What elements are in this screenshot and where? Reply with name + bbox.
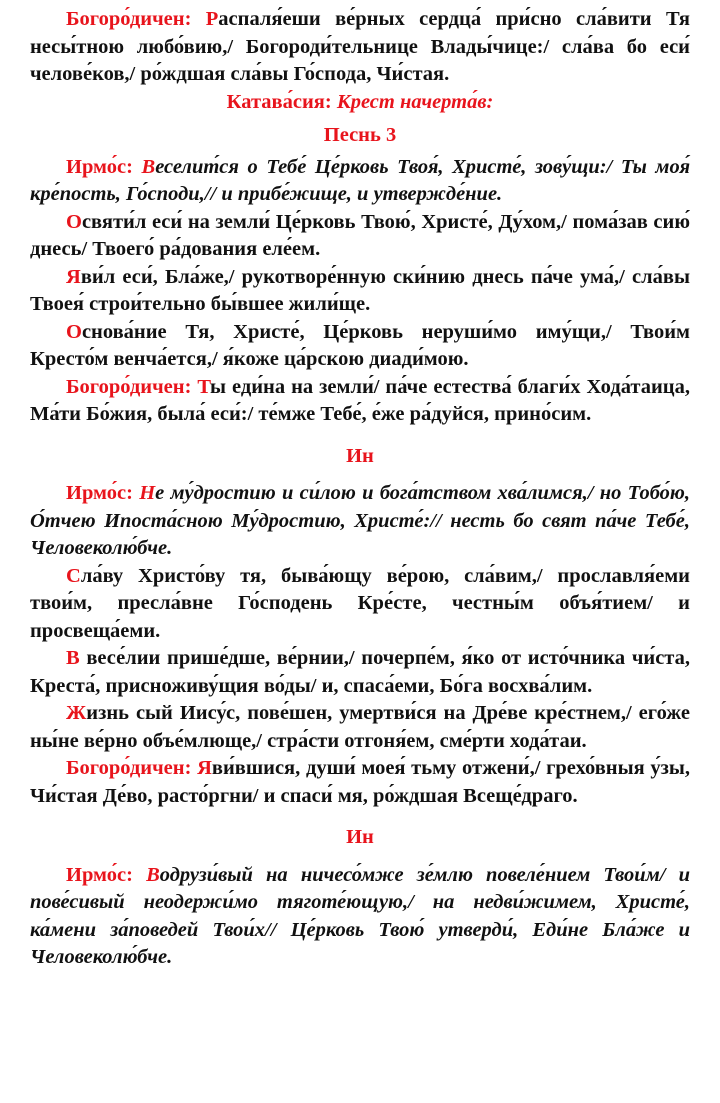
section-title-in: Ин: [346, 826, 374, 848]
katavasia-text: рест начерта́в:: [350, 90, 494, 113]
rubric-label: Ирмо́с:: [66, 863, 147, 886]
rubric-label: Богоро́дичен:: [66, 757, 198, 779]
initial-letter: Я: [197, 757, 212, 779]
initial-letter: Т: [197, 375, 211, 398]
irmos-text: одрузи́вый на ничесо́мже зе́млю повеле́нием Твои́м/ и пове́сивый неодержи́мо тяготе́ющую,/ на недви́жимем, Христе́, ка́мени за́поведей Твои́х// Це́рковь Твою́ утверди́, Еди́не Бла́же и Человеколю́бче.: [30, 863, 690, 968]
initial-letter: Я: [66, 265, 81, 288]
irmos-verse: [30, 154, 690, 209]
verse-text: весе́лии прише́дше, ве́рнии,/ почерпе́м, я́ко от исто́чника чи́ста, Креста́, присноживу́щия во́ды/ и, спаса́еми, Бо́га восхва́лим.: [30, 647, 690, 697]
irmos-verse: [30, 480, 690, 563]
verse-text: аспаля́еши ве́рных сердца́ при́сно сла́вити Тя несы́тною любо́вию,/ Богороди́тельнице Влады́чице:/ сла́ва бо еси́ челове́ков,/ ро́ждшая сла́вы Го́спода, Чи́стая.: [30, 8, 690, 85]
initial-letter: Н: [139, 482, 156, 504]
initial-letter: К: [336, 90, 351, 113]
rubric-label: Катава́сия:: [226, 90, 337, 113]
ode-title: Песнь 3: [323, 124, 397, 146]
rubric-label: Богоро́дичен:: [66, 375, 198, 398]
verse-text: ви́вшися, души́ моея́ тьму отжени́,/ грехо́вныя у́зы, Чи́стая Де́во, расто́ргни/ и спаси́ мя, ро́ждшая Всеще́драго.: [30, 757, 690, 807]
rubric-label: Ирмо́с:: [66, 155, 142, 178]
initial-letter: Р: [205, 8, 219, 30]
initial-letter: О: [66, 320, 82, 343]
irmos-text: е му́дростию и си́лою и бога́тством хва́лимся,/ но Тобо́ю, О́тчею Ипоста́сною Му́дростию, Христе́:// несть бо свят па́че Тебе́, Человеколю́бче.: [30, 482, 690, 559]
troparion-verse: [30, 700, 690, 755]
troparion-verse: [30, 264, 690, 319]
verse-text: святи́л еси́ на земли́ Це́рковь Твою́, Христе́, Ду́хом,/ пома́зав сию́ днесь/ Твоего́ ра́дования еле́ем.: [30, 210, 690, 260]
verse-text: снова́ние Тя, Христе́, Це́рковь неруши́мо иму́щи,/ Твои́м Кресто́м венча́ется,/ я́коже ца́рскою диади́мою.: [30, 320, 690, 370]
theotokion-verse: [30, 755, 690, 810]
initial-letter: В: [141, 155, 156, 178]
initial-letter: В: [146, 863, 160, 886]
verse-text: ы еди́на на земли́/ па́че естества́ благи́х Хода́таица, Ма́ти Бо́жия, была́ еси́:/ те́мже Тебе́, е́же ра́дуйся, прино́сим.: [30, 375, 690, 425]
troparion-verse: [30, 319, 690, 374]
initial-letter: О: [66, 210, 82, 233]
section-title-in: Ин: [346, 444, 374, 467]
troparion-verse: [30, 645, 690, 700]
verse-text: ви́л еси́, Бла́же,/ рукотворе́нную ски́нию днесь па́че ума́,/ сла́вы Твоея́ строи́тельно бы́вшее жили́ще.: [30, 265, 690, 315]
verse-text: изнь сый Иису́с, пове́шен, умертви́ся на Дре́ве кре́стнем,/ его́же ны́не ве́рно объе́млюще,/ стра́сти отгоня́ем, сме́рти хода́таи.: [30, 702, 690, 752]
troparion-verse: [30, 209, 690, 264]
troparion-verse: [30, 563, 690, 646]
irmos-text: еселит́ся о Тебе́ Це́рковь Твоя́, Христе́, зову́щи:/ Ты моя́ кре́пость, Го́споди,// и прибе́жище, и утвержде́ние.: [30, 155, 691, 205]
rubric-label: Ирмо́с:: [66, 482, 140, 504]
initial-letter: С: [66, 564, 81, 587]
initial-letter: Ж: [66, 702, 87, 724]
irmos-verse: [30, 862, 690, 972]
initial-letter: В: [66, 647, 80, 669]
rubric-label: Богоро́дичен:: [66, 8, 206, 30]
verse-text: ла́ву Христо́ву тя, быва́ющу ве́рою, сла́вим,/ прославля́еми твои́м, пресла́вне Го́сподень Кре́сте, честны́м объя́тием/ и просвеща́еми.: [30, 564, 690, 642]
katavasia-heading: [30, 89, 690, 117]
theotokion-verse: [30, 374, 690, 429]
theotokion-verse: [30, 6, 690, 89]
